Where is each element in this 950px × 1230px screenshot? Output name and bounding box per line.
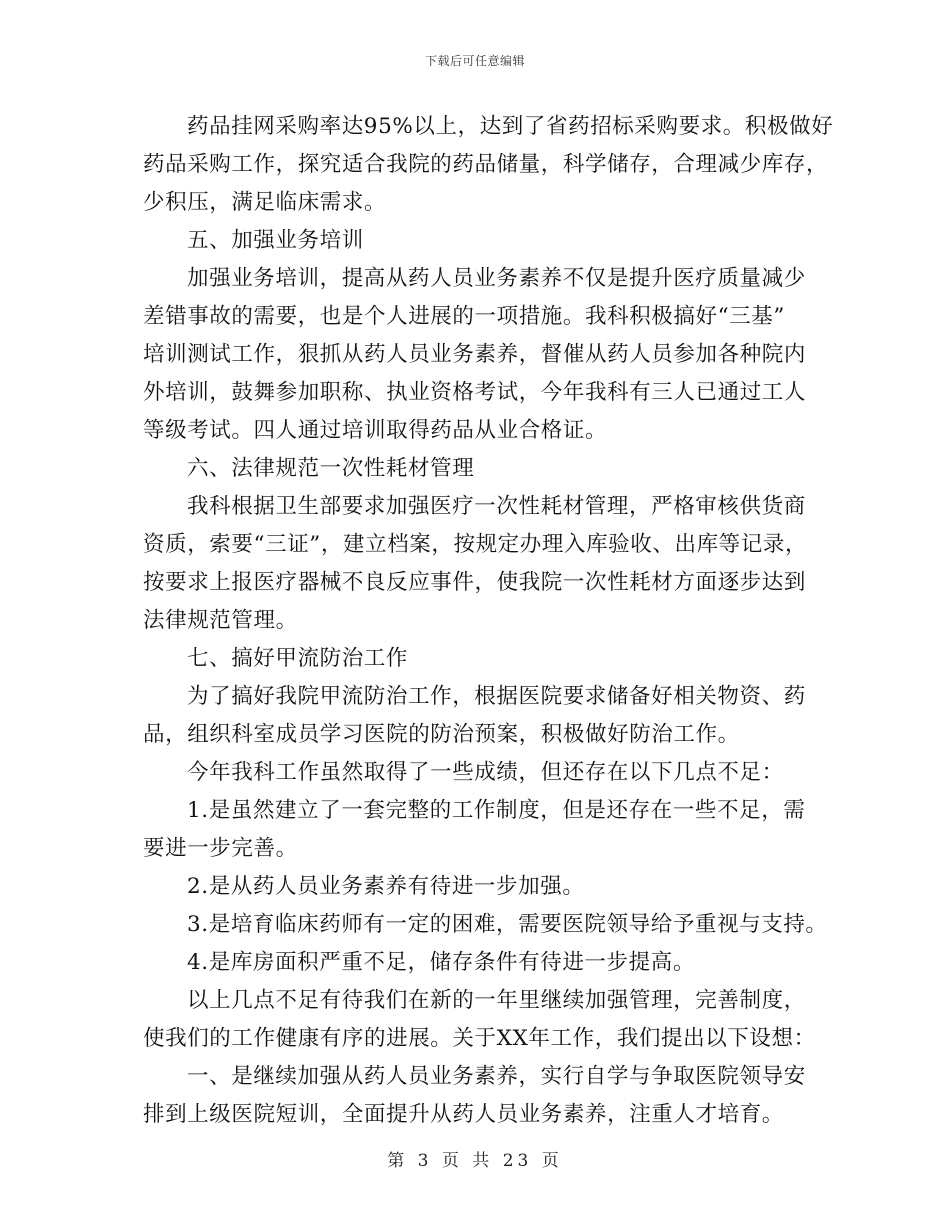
page-number-footer: 第 3 页 共 23 页	[387, 1151, 563, 1171]
paragraph-line: 资质，索要“三证”，建立档案，按规定办理入库验收、出库等记录，	[143, 532, 808, 557]
document-body	[143, 108, 834, 1134]
paragraph-line: 少积压，满足临床需求。	[143, 190, 387, 215]
paragraph-line: 一、是继续加强从药人员业务素养，实行自学与争取医院领导安	[187, 1064, 806, 1089]
paragraph-line: 外培训，鼓舞参加职称、执业资格考试，今年我科有三人已通过工人	[143, 380, 807, 405]
paragraph-line: 为了搞好我院甲流防治工作，根据医院要求储备好相关物资、药	[187, 684, 806, 709]
page-header-note: 下载后可任意编辑	[424, 54, 525, 68]
paragraph-line: 法律规范管理。	[143, 608, 298, 633]
paragraph-line: 差错事故的需要，也是个人进展的一项措施。我科积极搞好“三基”	[143, 304, 785, 329]
paragraph-line: 药品挂网采购率达95%以上，达到了省药招标采购要求。积极做好	[187, 114, 834, 139]
paragraph-line: 加强业务培训，提高从药人员业务素养不仅是提升医疗质量减少	[187, 266, 806, 291]
paragraph-line: 3.是培育临床药师有一定的困难，需要医院领导给予重视与支持。	[187, 912, 828, 937]
paragraph-line: 六、法律规范一次性耗材管理	[187, 456, 475, 481]
paragraph-line: 按要求上报医疗器械不良反应事件，使我院一次性耗材方面逐步达到	[143, 570, 807, 595]
paragraph-line: 五、加强业务培训	[187, 228, 364, 253]
paragraph-line: 等级考试。四人通过培训取得药品从业合格证。	[143, 418, 608, 443]
paragraph-line: 排到上级医院短训，全面提升从药人员业务素养，注重人才培育。	[143, 1102, 784, 1127]
paragraph-line: 培训测试工作，狠抓从药人员业务素养，督催从药人员参加各种院内	[143, 342, 807, 367]
paragraph-line: 1.是虽然建立了一套完整的工作制度，但是还存在一些不足，需	[187, 798, 806, 823]
paragraph-line: 以上几点不足有待我们在新的一年里继续加强管理，完善制度，	[187, 988, 806, 1013]
paragraph-line: 要进一步完善。	[143, 836, 298, 861]
paragraph-line: 药品采购工作，探究适合我院的药品储量，科学储存，合理减少库存，	[143, 152, 829, 177]
paragraph-line: 2.是从药人员业务素养有待进一步加强。	[187, 874, 585, 899]
paragraph-line: 我科根据卫生部要求加强医疗一次性耗材管理，严格审核供货商	[187, 494, 806, 519]
paragraph-line: 使我们的工作健康有序的进展。关于XX年工作，我们提出以下设想：	[143, 1026, 816, 1051]
paragraph-line: 七、搞好甲流防治工作	[187, 646, 409, 671]
paragraph-line: 品，组织科室成员学习医院的防治预案，积极做好防治工作。	[143, 722, 740, 747]
paragraph-line: 4.是库房面积严重不足，储存条件有待进一步提高。	[187, 950, 695, 975]
paragraph-line: 今年我科工作虽然取得了一些成绩，但还存在以下几点不足：	[187, 760, 784, 785]
